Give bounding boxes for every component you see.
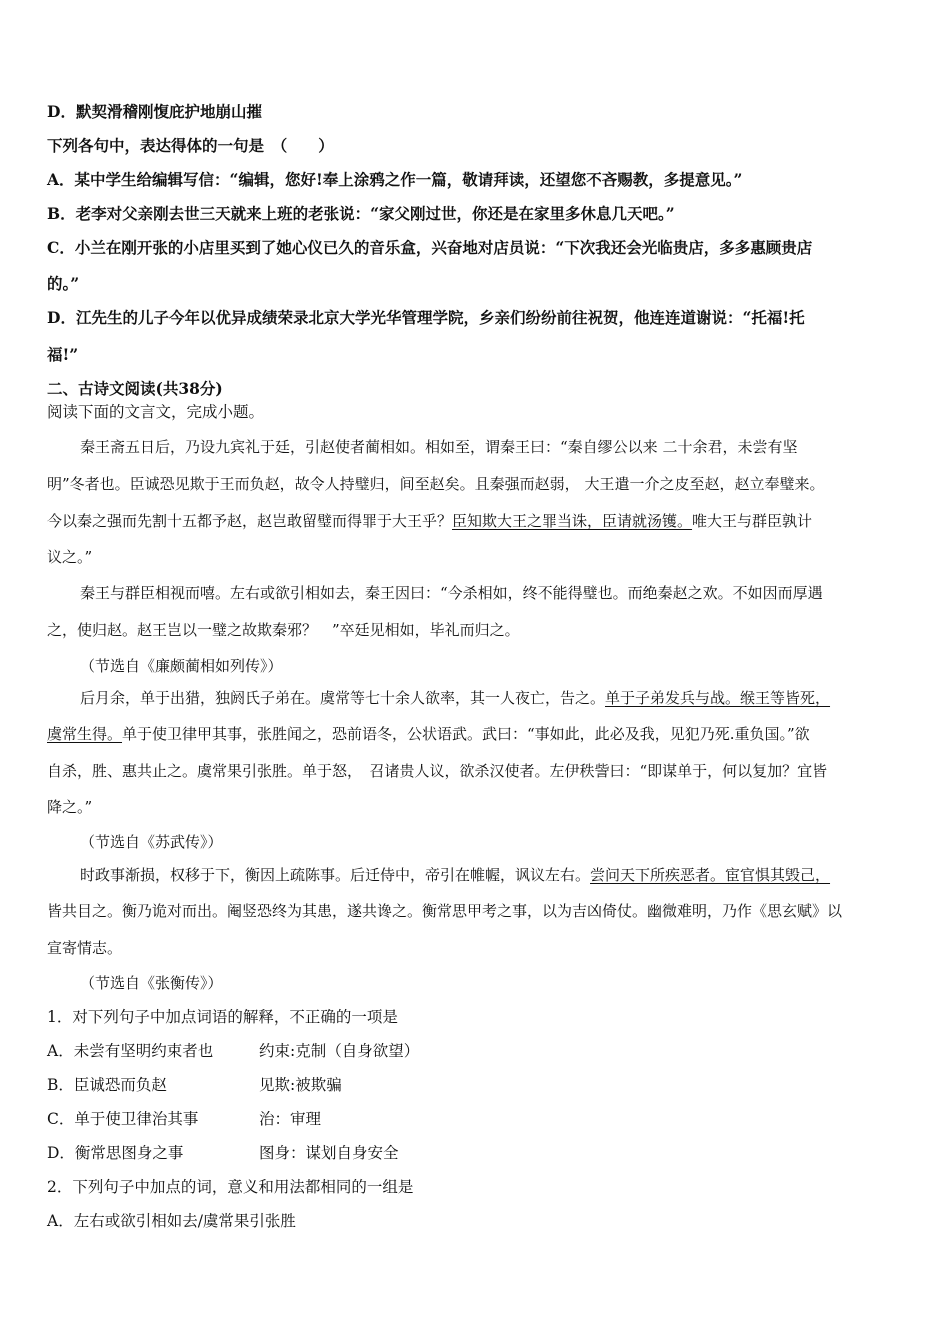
option-word: 庇护 — [169, 102, 201, 121]
question1-option-a: A．未尝有坚明约束者也 约束:克制（自身欲望） — [47, 1042, 420, 1060]
section-instruction: 阅读下面的文言文，完成小题。 — [47, 403, 265, 421]
passage2-line: 自杀，胜、惠共止之。虞常果引张胜。单于怒， 召诸贵人议，欲杀汉使者。左伊秩訾曰：“即谋单于，何以复加？宜皆 — [47, 762, 828, 780]
passage3-line: 皆共目之。衡乃诡对而出。阉竖恐终为其患，遂共谗之。衡常思甲考之事，以为吉凶倚仗。幽微难明，乃作《思玄赋》以 — [47, 902, 843, 920]
passage3-line: 宣寄情志。 — [47, 939, 123, 957]
passage3-citation: （节选自《张衡传》） — [80, 974, 223, 992]
section-heading: 二、古诗文阅读(共38分) — [47, 379, 223, 398]
passage2-line: 后月余，单于出猎，独阏氏子弟在。虞常等七十余人欲率，其一人夜亡，告之。单于子弟发兵与战。缑王等皆死， — [80, 689, 831, 707]
passage1-line: 之，使归赵。赵王岂以一璧之故欺秦邪？ ”卒廷见相如，毕礼而归之。 — [47, 621, 520, 639]
passage1-line: 明”冬者也。臣诚恐见欺于王而负赵，故令人持璧归，间至赵矣。且秦强而赵弱， 大王遣一介之皮至赵，赵立奉璧来。 — [47, 475, 825, 493]
question1-option-b: B．臣诚恐而负赵 见欺:被欺骗 — [47, 1076, 342, 1094]
question1-option-c: C．单于使卫律治其事 治：审理 — [47, 1110, 322, 1128]
passage2-citation: （节选自《苏武传》） — [80, 833, 223, 851]
option-a: A．某中学生给编辑写信：“编辑，您好!奉上涂鸦之作一篇，敬请拜读，还望您不吝赐教，多提意见。” — [47, 170, 743, 189]
passage2-line: 降之。” — [47, 798, 93, 816]
underlined-sentence: 尝问天下所疾恶者。宦官惧其毁己， — [590, 866, 831, 884]
option-d: D．江先生的儿子今年以优异成绩荣录北京大学光华管理学院，乡亲们纷纷前往祝贺，他连连道谢说：“托福!托 — [47, 308, 805, 327]
passage1-line: 秦王与群臣相视而嘻。左右或欲引相如去，秦王因曰：“今杀相如，终不能得璧也。而绝秦赵之欢。不如因而厚遇 — [80, 584, 823, 602]
option-word: 地崩山摧 — [200, 102, 263, 121]
question2-option-a: A．左右或欲引相如去/虞常果引张胜 — [47, 1212, 296, 1230]
prev-question-option-d — [47, 101, 910, 123]
question1-stem: 1．对下列句子中加点词语的解释，不正确的一项是 — [47, 1008, 398, 1026]
question2-stem: 2．下列句子中加点的词，意义和用法都相同的一组是 — [47, 1178, 414, 1196]
question-stem: 下列各句中，表达得体的一句是 （ ） — [47, 136, 334, 155]
passage1-line: 今以秦之强而先割十五都予赵，赵岂敢留璧而得罪于大王乎？臣知欺大王之罪当诛，臣请就汤镬。唯大王与群臣孰计 — [47, 512, 813, 530]
option-c: C．小兰在刚开张的小店里买到了她心仪已久的音乐盒，兴奋地对店员说：“下次我还会光临贵店，多多惠顾贵店 — [47, 238, 813, 257]
passage2-line: 虞常生得。单于使卫律甲其事，张胜闻之，恐前语冬，公状语武。武曰：“事如此，此必及我，见犯乃死.重负国。”欲 — [47, 725, 810, 743]
option-word: 刚愎 — [137, 102, 169, 121]
underlined-sentence: 臣知欺大王之罪当诛，臣请就汤镬。 — [452, 512, 693, 530]
option-label: D．默契 — [47, 102, 107, 121]
question1-option-d: D．衡常思图身之事 图身：谋划自身安全 — [47, 1144, 399, 1162]
underlined-sentence: 单于子弟发兵与战。缑王等皆死， — [605, 689, 831, 707]
passage1-line: 议之。” — [47, 548, 93, 566]
option-c-continued: 的。” — [47, 274, 80, 293]
option-b: B．老李对父亲刚去世三天就来上班的老张说：“家父刚过世，你还是在家里多休息几天吧。” — [47, 204, 675, 223]
passage1-citation: （节选自《廉颇蔺相如列传》） — [80, 657, 283, 675]
option-d-continued: 福!” — [47, 345, 79, 364]
passage1-line: 秦王斋五日后，乃设九宾礼于廷，引赵使者蔺相如。相如至，谓秦王曰：“秦自缪公以来 二十余君，未尝有坚 — [80, 438, 798, 456]
underlined-sentence: 虞常生得。 — [47, 725, 123, 743]
option-word: 滑稽 — [106, 102, 138, 121]
passage3-line: 时政事渐损，权移于下，衡因上疏陈事。后迁侍中，帝引在帷幄，讽议左右。尝问天下所疾恶者。宦官惧其毁己， — [80, 866, 831, 884]
